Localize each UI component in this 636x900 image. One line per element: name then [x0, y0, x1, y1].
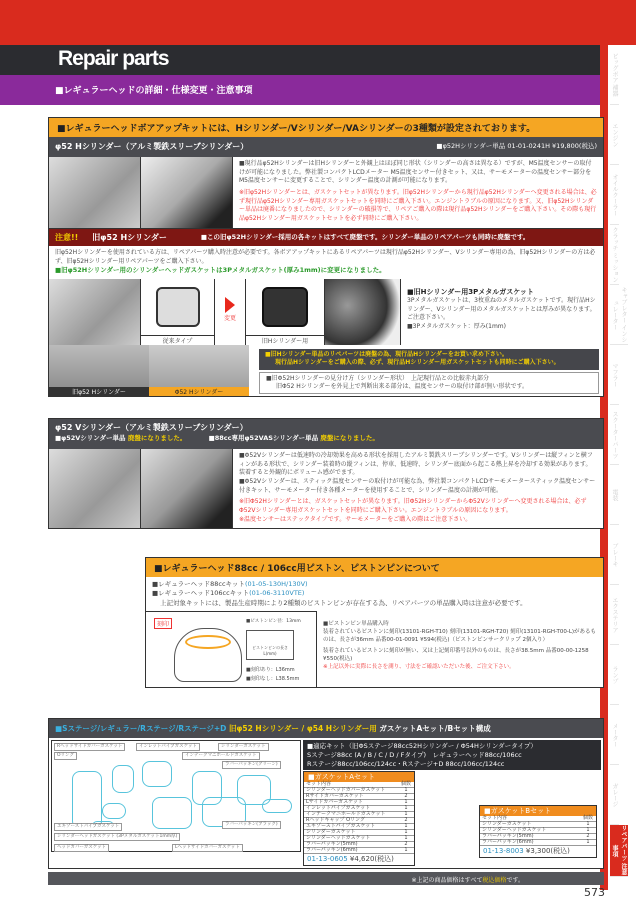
- set-table-cell: 2: [586, 833, 590, 840]
- footer-note-b: 税込価格: [482, 877, 507, 884]
- v-note: ※旧Φ52Hシリンダーとは、ガスケットセットが異なります。旧Φ52HシリンダーからΦ52Vシリンダーへ変更される場合は、必ずΦ52Vシリンダー専用ガスケットセットを同時にご購入下さい。エンジントラブルの原因になります。: [239, 498, 587, 515]
- set-price-value: ¥3,300(税込): [525, 847, 570, 856]
- diagram-label: エキゾーストパイプガスケット: [54, 823, 122, 831]
- side-tab[interactable]: スクーターパーツ: [610, 405, 619, 465]
- set-table-cell: Lサイドカバーガスケット: [306, 799, 363, 806]
- gasket-title-a: ■Sステージ/レギュラー/Rステージ/Rステージ+D: [55, 724, 227, 733]
- pin-length-drawing: ピストンピンの長さ L(mm): [246, 630, 294, 660]
- side-tabs: [610, 45, 636, 877]
- set-table-cell: ラバーパッキン(6mm): [482, 839, 534, 846]
- kit-88cc: ■レギュラーヘッド88ccキット: [152, 580, 245, 588]
- gasket-outline: [112, 765, 134, 793]
- set-table-header: セット内容: [482, 815, 508, 822]
- set-table-cell: エキゾーストパイプガスケット: [306, 823, 376, 830]
- h-cylinder-desc: ■現行品φ52Hシリンダーは旧Hシリンダーと外観上はほぼ同じ形状（シリンダーの高さは異なる）ですが、M5温度センサーの取付けが可能になりました。弊社製コンパクトLCDメーター M5温度センサー付きセット、又は、サーモメーターの温度センサー部分をM5温度センサーに変更することで、シリンダー温度の計測が可能になります。: [239, 160, 592, 185]
- change-label: 変更: [223, 314, 236, 322]
- set-table-cell: シリンダーヘッドガスケット: [306, 835, 371, 842]
- side-tab[interactable]: エンジン: [610, 105, 619, 165]
- side-tab[interactable]: ビッグボア 補器: [610, 45, 619, 105]
- set-table-cell: Rサイドカバーガスケット: [306, 793, 364, 800]
- gasket-set-b: [479, 805, 597, 858]
- v-note-2: ※温度センサーはステックタイプです。サーモメーターをご購入の際はご注意下さい。: [239, 515, 472, 523]
- set-table-cell: 1: [404, 787, 408, 794]
- set-table-cell: 2: [404, 817, 408, 824]
- metal-gasket-spec: ■3Pメタルガスケット：厚み(1mm): [407, 323, 506, 330]
- warning-label: 注意!!: [55, 233, 79, 242]
- set-table-cell: 1: [404, 847, 408, 854]
- compatible-kit-line: ■適応キット（旧ΦSステージ88cc52Hシリンダー / Φ54Hシリンダータイプ）: [307, 742, 537, 750]
- stamp-label: 刻印: [154, 618, 172, 629]
- set-table-cell: 2: [404, 793, 408, 800]
- v-cylinder-photo: [49, 449, 141, 528]
- set-price-value: ¥4,620(税込): [349, 855, 394, 864]
- set-table: [304, 782, 414, 854]
- gasket-set-a: [303, 771, 415, 866]
- set-table-header: セット内容: [306, 781, 332, 788]
- footer-note-a: ※上記の商品価格はすべて: [411, 877, 483, 884]
- gasket-diagram: [51, 740, 301, 852]
- v-part-1: ■φ52Vシリンダー単品: [55, 434, 126, 442]
- metal-gasket-title: ■旧Hシリンダー用3Pメタルガスケット: [407, 287, 534, 296]
- set-table-cell: シリンダーガスケット: [482, 821, 532, 828]
- v-desc-2: ■Φ52Vシリンダーは、スティック温度センサーの取付けが可能な為、弊社製コンパクトLCDサーモメータースティック温度センサー付きキット、サーモメーター付き各種メーターを使用することで、シリンダー温度の計測が可能。: [239, 478, 596, 494]
- old-cylinder-photo: [49, 279, 141, 345]
- set-code: 01-13-8003: [483, 847, 524, 856]
- set-table-cell: Rヘッドキャップ Oリング: [306, 817, 365, 824]
- kit-106cc-code: (01-06-3110VTE): [249, 589, 305, 598]
- set-table-cell: 1: [586, 821, 590, 828]
- v-desc-1: ■Φ52Vシリンダーは低速時の冷却効果を高める形状を採用したアルミ製鉄スリーブシリンダーです。Vシリンダーは縦フィンと横フィンがある形状で、シリンダー装着時の縦フィンは、停車、低速時、シリンダー底面から起こる熱上昇を冷却する効果があります。装着すると外観的にボリューム感がでます。: [239, 452, 593, 477]
- side-tab[interactable]: ランプ: [610, 645, 619, 705]
- side-tab[interactable]: クラッチ ミッション: [610, 225, 619, 285]
- notice-line-2: 現行品Hシリンダーをご購入の際、必ず、現行品Hシリンダー用ガスケットセットも同時にご購入下さい。: [275, 359, 560, 367]
- footer-note-c: です。: [506, 877, 524, 884]
- pin-buy-1: 装着されているピストンに刻印(13101-RGH-T10) 刻印(13101-RGH-T20) 刻印(13101-RGH-T00-L)があるものは、長さが36mm 品番00-01-0091 ¥594(税込)（ピストンピンサークリップ 2個入り）: [323, 629, 597, 644]
- metal-gasket-closeup: [325, 279, 401, 345]
- gasket-outline: [142, 761, 172, 787]
- new-cylinder-caption: Φ52 Hシリンダー: [149, 387, 249, 396]
- page-number: 573: [584, 886, 605, 899]
- diagram-label: ヘッドカバーガスケット: [54, 844, 109, 852]
- footer-note-bar: [48, 872, 604, 885]
- compatible-kits: [303, 740, 601, 770]
- set-table-cell: インレットパイプガスケット: [306, 805, 371, 812]
- section-subtitle: ■レギュラーヘッドの詳細・仕様変更・注意事項: [0, 75, 604, 105]
- diagram-label: ラバーパッキン(グリーン): [222, 761, 281, 769]
- v-cylinder-section: [48, 418, 604, 529]
- set-table-cell: 1: [404, 835, 408, 842]
- set-table-cell: シリンダーヘッドカバーガスケット: [306, 787, 386, 794]
- section-banner: ■レギュラーヘッドボアアップキットには、Hシリンダー/Vシリンダー/VAシリンダーの3種類が設定されております。: [49, 118, 603, 137]
- set-table-header: 個数: [400, 781, 411, 788]
- set-table-cell: シリンダーガスケット: [306, 829, 356, 836]
- side-tab[interactable]: マフラー: [610, 345, 619, 405]
- side-tab[interactable]: メーター: [610, 705, 619, 765]
- new-type-caption: 旧Hシリンダー用: [246, 335, 324, 345]
- diagram-label: インレットパイプガスケット: [136, 743, 200, 751]
- pin-no-stamp: ■刻印なし：L38.5mm: [246, 676, 300, 683]
- diagram-label: シリンダーガスケット: [218, 743, 269, 751]
- piston-drawing: [174, 628, 242, 682]
- v-cylinder-title: φ52 Vシリンダー（アルミ製鉄スリーブシリンダー）: [55, 423, 248, 432]
- arrow-right-icon: [225, 297, 235, 313]
- v-part-2-discontinued: 廃盤になりました。: [320, 434, 379, 442]
- set-table-cell: 1: [586, 839, 590, 846]
- set-price: [480, 846, 596, 857]
- side-tab[interactable]: ブレーキ: [610, 525, 619, 585]
- set-table-cell: 2: [404, 841, 408, 848]
- identify-line-2: 旧Φ52 Hシリンダーを外見上で判断出来る部分は、温度センサーの取付け部が無い形状です。: [276, 382, 529, 390]
- gasket-title-c: ガスケットAセット/Bセット構成: [379, 724, 491, 733]
- side-tab[interactable]: オイルクーラー: [610, 165, 619, 225]
- old-type-caption: 従来タイプ: [141, 335, 214, 345]
- set-table-cell: ラバーパッキン(5mm): [306, 841, 358, 848]
- h-cylinder-title: φ52 Hシリンダー（アルミ製鉄スリーブシリンダー）: [55, 142, 249, 151]
- notice-line-1: ■旧Hシリンダー単品のリペパーツは廃盤の為、現行品Hシリンダーをお買い求め下さい。: [265, 350, 508, 358]
- side-tab[interactable]: リペアパーツ 注意事項: [611, 825, 627, 876]
- h-cylinder-meter-photo: [141, 157, 233, 228]
- piston-desc: 上記対象キットには、製品生産時期により2種類のピストンピンが存在する為、リペアパーツの単品購入時は注意が必要です。: [160, 598, 527, 607]
- gasket-set-section: [48, 718, 604, 869]
- h-cylinder-photo: [49, 157, 141, 228]
- metal-gasket-desc: 3Pメタルガスケットは、3枚重ねのメタルガスケットです。現行品Hシリンダー、Vシリンダー用のメタルガスケットとは厚みが異なります。ご注意下さい。: [407, 296, 596, 322]
- kit-106cc: ■レギュラーヘッド106ccキット: [152, 589, 250, 598]
- h-cylinder-section: [48, 117, 604, 397]
- metal-gasket-image: [262, 287, 308, 327]
- pin-buy-title: ■ピストンピン単品購入時: [323, 621, 389, 628]
- set-table-cell: シリンダーヘッドガスケット: [482, 827, 547, 834]
- identify-line-1: ■旧Φ52Hシリンダーの見分け方（シリンダー形状） 上記現行品との比較赤丸部分: [266, 374, 490, 382]
- diagram-label: シリンダーヘッドガスケット (3Pメタルガスケット1mm厚): [54, 833, 180, 841]
- diagram-label: Lヘッドサイドカバーガスケット: [172, 844, 243, 852]
- v-part-2: ■88cc専用φ52VASシリンダー単品: [208, 434, 319, 442]
- page-title: Repair parts: [58, 47, 169, 70]
- pin-diameter: ■ピストンピン径：13mm: [246, 619, 301, 625]
- set-table-header: 個数: [582, 815, 593, 822]
- set-price: [304, 854, 414, 865]
- set-title: ■ガスケットAセット: [304, 772, 414, 782]
- gasket-outline: [102, 803, 126, 819]
- set-table-cell: 1: [404, 805, 408, 812]
- side-tab[interactable]: 電装: [610, 465, 619, 525]
- set-table-cell: 1: [586, 827, 590, 834]
- set-title: ■ガスケットBセット: [480, 806, 596, 816]
- set-table-cell: 1: [404, 829, 408, 836]
- diagram-label: ラバーパッキン(ブラック): [222, 821, 281, 829]
- warning-text: ■この旧φ52Hシリンダー採用の各キットはすべて廃盤です。シリンダー単品のリペアパーツも同時に廃盤です。: [200, 233, 530, 241]
- pin-with-stamp: ■刻印あり：L36mm: [246, 667, 295, 674]
- old-cylinder-desc: 旧φ52Hシリンダーを使用されている方は、リペアパーツ購入時注意が必要です。各ボアアップキットにあるリペアパーツは現行品φ52Hシリンダー、Vシリンダー専用の為、旧φ52Hシリンダーの方は必ず、旧φ52Hシリンダー用リペアパーツをご購入下さい。: [55, 249, 596, 265]
- set-table-cell: インテークマニホールドガスケット: [306, 811, 386, 818]
- diagram-label: Rヘッドサイドカバーガスケット: [54, 743, 125, 751]
- set-table-cell: ラバーパッキン(5mm): [482, 833, 534, 840]
- set-code: 01-13-0605: [307, 855, 348, 864]
- set-table-cell: 1: [404, 799, 408, 806]
- set-table-cell: 1: [404, 811, 408, 818]
- top-band: [0, 0, 636, 45]
- pin-buy-3: ※上記以外に実際に長さを測り、寸法をご確認いただいた後、ご注文下さい。: [323, 664, 515, 671]
- old-gasket-image: [156, 287, 200, 327]
- v-cylinder-meter-photo: [141, 449, 233, 528]
- side-tab[interactable]: ガレージ: [610, 765, 619, 825]
- piston-section-title: ■レギュラーヘッド88cc / 106cc用ピストン、ピストンピンについて: [146, 558, 603, 577]
- gasket-title-b: 旧φ52 Hシリンダー / φ54 Hシリンダー用: [229, 724, 377, 733]
- set-table-cell: 1: [404, 823, 408, 830]
- set-table-cell: ラバーパッキン(6mm): [306, 847, 358, 854]
- gasket-outline: [262, 799, 292, 813]
- pin-buy-2: 装着されているピストンに刻印が無い、又は上記刻印番号以外のものは、長さが38.5mm 品番00-00-1258 ¥550(税込): [323, 648, 589, 663]
- diagram-label: インテークマニホールドガスケット: [182, 752, 260, 760]
- side-tab[interactable]: エクステリア: [610, 585, 619, 645]
- gasket-change-note: ■旧φ52Hシリンダー用のシリンダーヘッドガスケットは3Pメタルガスケット(厚み1mm)に変更になりました。: [55, 266, 386, 275]
- h-cylinder-part: ■φ52Hシリンダー単品 01-01-0241H ¥19,800(税込): [436, 142, 597, 150]
- piston-section: [145, 557, 604, 688]
- h-cylinder-note: ※旧φ52Hシリンダーとは、ガスケットセットが異なります。旧φ52Hシリンダーから現行品φ52Hシリンダーへ変更される場合は、必ず現行品φ52Hシリンダー専用ガスケットセットを同時にご購入下さい。エンジントラブルの原因になります。又、旧φ52Hシリンダー単品は廃番になりましたので、シリンダーの破損等で、リペアご購入の際は現行品φ52Hシリンダーをご購入下さい。その際も現行品φ52Hシリンダー用ガスケットセットを必ず同時にご購入下さい。: [239, 189, 597, 223]
- side-tab[interactable]: キャブレター インシュレーター: [610, 285, 628, 345]
- v-part-1-discontinued: 廃盤になりました。: [127, 434, 187, 442]
- compatible-kit-line: Sステージ88cc (A / B / C / D / Fタイプ) レギュラーヘッド88cc/106cc: [307, 750, 522, 759]
- diagram-label: Oリング: [54, 752, 77, 760]
- set-table: [480, 816, 596, 846]
- warning-title: 旧φ52 Hシリンダー: [92, 233, 167, 242]
- old-cylinder-caption: 旧φ52 Hシリンダー: [49, 387, 149, 396]
- gasket-outline: [152, 797, 192, 829]
- compatible-kit-line: Rステージ88cc/106cc/124cc・Rステージ+D 88cc/106cc/124cc: [307, 759, 505, 768]
- kit-88cc-code: (01-05-130H/130V): [244, 580, 308, 588]
